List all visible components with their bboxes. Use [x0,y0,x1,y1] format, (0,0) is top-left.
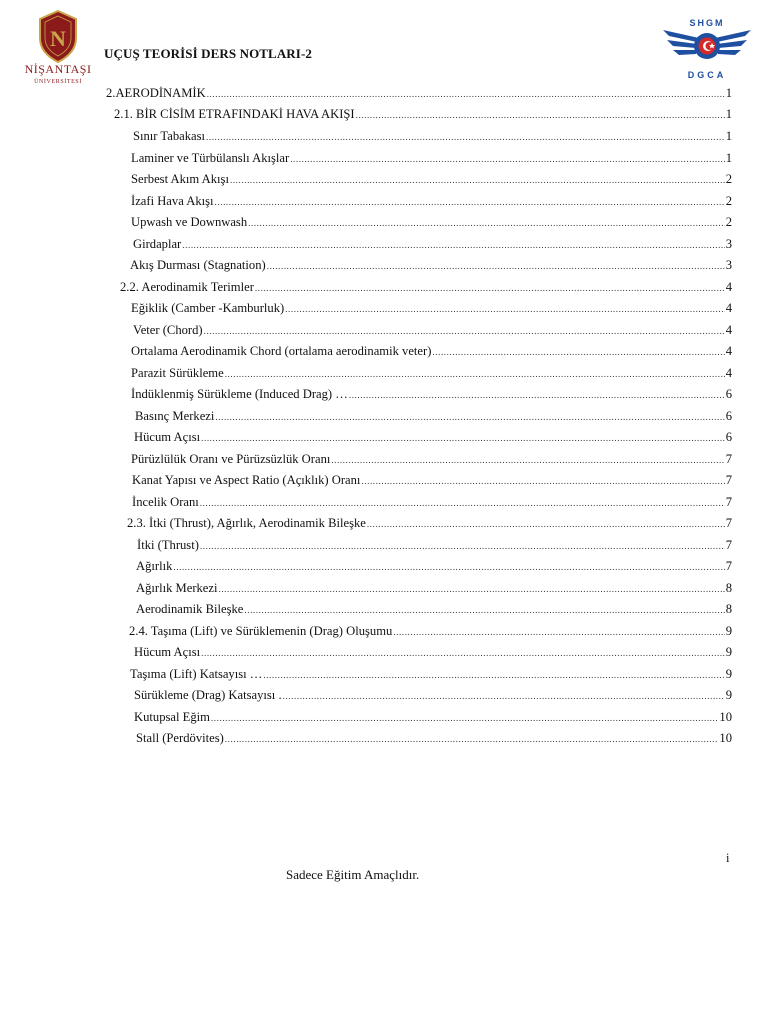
toc-dot-leader [204,326,725,336]
toc-entry[interactable] [134,688,732,704]
toc-entry[interactable] [134,645,732,661]
toc-dot-leader [349,390,725,400]
toc-entry-page: 3 [725,258,732,272]
toc-entry-page: 9 [725,667,732,681]
toc-entry[interactable] [127,516,732,532]
footer-note: Sadece Eğitim Amaçlıdır. [286,867,420,882]
toc-entry-label: Parazit Sürükleme [131,366,224,380]
toc-entry-page: 2 [725,172,732,186]
toc-entry-label: İndüklenmiş Sürükleme (Induced Drag) … [131,387,348,401]
toc-entry-label: İtki (Thrust) [137,538,199,552]
toc-entry-page: 1 [725,107,732,121]
toc-entry[interactable] [134,710,732,726]
svg-text:DGCA: DGCA [687,70,727,80]
toc-entry-page: 1 [725,129,732,143]
toc-entry-page: 9 [725,624,732,638]
toc-entry-page: 8 [725,581,732,595]
toc-entry[interactable] [106,86,732,102]
toc-entry-page: 1 [725,86,732,100]
toc-entry[interactable] [131,452,732,468]
toc-entry[interactable] [135,409,732,425]
toc-entry-label: 2.2. Aerodinamik Terimler [120,280,254,294]
toc-entry-label: Girdaplar [133,237,182,251]
nisantasi-university-logo [18,8,98,88]
toc-entry-label: İzafi Hava Akışı [131,194,214,208]
toc-entry[interactable] [130,667,732,683]
toc-dot-leader [230,175,725,185]
toc-dot-leader [331,455,724,465]
toc-entry-page: 7 [725,495,732,509]
toc-entry-page: 7 [725,559,732,573]
toc-entry-page: 4 [725,301,732,315]
toc-entry[interactable] [131,172,732,188]
toc-dot-leader [367,519,725,529]
toc-dot-leader [248,218,725,228]
toc-dot-leader [201,648,725,658]
document-title: UÇUŞ TEORİSİ DERS NOTLARI-2 [104,46,312,61]
toc-entry[interactable] [136,581,732,597]
toc-entry[interactable] [114,107,732,123]
toc-entry-label: Ortalama Aerodinamik Chord (ortalama aerodinamik veter) [131,344,432,358]
toc-entry-label: Sınır Tabakası [133,129,205,143]
toc-entry-label: Sürükleme (Drag) Katsayısı . [134,688,282,702]
toc-entry[interactable] [136,731,732,747]
toc-entry-page: 4 [725,323,732,337]
toc-dot-leader [173,562,724,572]
toc-dot-leader [432,347,724,357]
toc-dot-leader [361,476,724,486]
svg-text:ÜNİVERSİTESİ: ÜNİVERSİTESİ [34,79,82,85]
toc-entry[interactable] [136,559,732,575]
toc-dot-leader [215,197,725,207]
svg-text:SHGM: SHGM [689,18,725,28]
toc-entry[interactable] [120,280,732,296]
toc-entry-page: 6 [725,430,732,444]
toc-entry[interactable] [132,473,732,489]
toc-dot-leader [182,240,724,250]
toc-entry-page: 2 [725,215,732,229]
toc-dot-leader [255,283,725,293]
toc-entry-page: 4 [725,344,732,358]
toc-entry-label: Upwash ve Downwash [131,215,248,229]
toc-entry[interactable] [131,194,732,210]
toc-dot-leader [267,261,725,271]
toc-entry-label: Basınç Merkezi [135,409,215,423]
page-number: i [726,851,730,865]
toc-entry-page: 6 [725,409,732,423]
toc-dot-leader [225,734,719,744]
toc-entry-label: Hücum Açısı [134,645,201,659]
toc-entry[interactable] [130,258,732,274]
toc-entry-label: Pürüzlülük Oranı ve Pürüzsüzlük Oranı [131,452,331,466]
toc-entry-label: 2.AERODİNAMİK [106,86,206,100]
toc-entry-page: 4 [725,280,732,294]
toc-entry-label: Serbest Akım Akışı [131,172,229,186]
toc-dot-leader [215,412,724,422]
toc-entry[interactable] [133,323,732,339]
toc-entry-page: 7 [725,452,732,466]
toc-entry[interactable] [131,344,732,360]
toc-dot-leader [393,627,724,637]
toc-entry-page: 3 [725,237,732,251]
toc-entry-page: 9 [725,688,732,702]
toc-dot-leader [285,304,725,314]
toc-entry[interactable] [131,387,732,403]
toc-dot-leader [201,433,725,443]
toc-entry-label: Laminer ve Türbülanslı Akışlar [131,151,290,165]
toc-entry-page: 6 [725,387,732,401]
shgm-dgca-logo [659,8,755,84]
toc-entry-page: 7 [725,473,732,487]
toc-entry[interactable] [134,430,732,446]
toc-entry-label: Kanat Yapısı ve Aspect Ratio (Açıklık) Oranı [132,473,361,487]
toc-entry-label: Ağırlık Merkezi [136,581,218,595]
toc-entry-label: Taşıma (Lift) Katsayısı … [130,667,263,681]
toc-entry[interactable] [131,301,732,317]
toc-entry[interactable] [129,624,732,640]
svg-text:NİŞANTAŞI: NİŞANTAŞI [24,62,92,76]
toc-entry-label: 2.3. İtki (Thrust), Ağırlık, Aerodinamik Bileşke [127,516,366,530]
toc-entry-label: Eğiklik (Camber -Kamburluk) [131,301,285,315]
toc-entry[interactable] [133,237,732,253]
toc-entry-page: 2 [725,194,732,208]
toc-entry-label: Ağırlık [136,559,173,573]
toc-entry-label: Stall (Perdövites) [136,731,224,745]
toc-entry-label: Kutupsal Eğim [134,710,210,724]
toc-entry-label: 2.4. Taşıma (Lift) ve Sürüklemenin (Drag) Oluşumu [129,624,393,638]
toc-entry[interactable] [131,215,732,231]
toc-dot-leader [290,154,725,164]
toc-entry-label: Akış Durması (Stagnation) [130,258,266,272]
toc-dot-leader [200,541,725,551]
toc-entry-page: 8 [725,602,732,616]
toc-dot-leader [218,584,724,594]
toc-entry-page: 10 [719,710,732,724]
toc-dot-leader [244,605,724,615]
toc-entry-page: 9 [725,645,732,659]
toc-dot-leader [207,89,725,99]
university-shield-icon [18,8,98,88]
toc-dot-leader [211,713,718,723]
toc-dot-leader [206,132,725,142]
toc-entry[interactable] [133,129,732,145]
toc-dot-leader [356,110,725,120]
toc-entry-label: Hücum Açısı [134,430,201,444]
logo-monogram: N [50,26,66,51]
toc-dot-leader [225,369,725,379]
toc-entry-page: 7 [725,538,732,552]
toc-entry[interactable] [131,151,732,167]
toc-entry-page: 4 [725,366,732,380]
toc-entry-label: 2.1. BİR CİSİM ETRAFINDAKİ HAVA AKIŞI [114,107,355,121]
toc-entry-label: Veter (Chord) [133,323,203,337]
toc-entry-label: İncelik Oranı [132,495,199,509]
toc-dot-leader [263,670,724,680]
toc-entry[interactable] [136,602,732,618]
toc-dot-leader [200,498,725,508]
toc-entry-page: 10 [719,731,732,745]
toc-dot-leader [283,691,725,701]
shgm-wings-icon [659,8,755,84]
toc-entry[interactable] [131,366,732,382]
toc-entry-label: Aerodinamik Bileşke [136,602,244,616]
toc-entry-page: 7 [725,516,732,530]
toc-entry[interactable] [132,495,732,511]
toc-entry[interactable] [137,538,732,554]
toc-entry-page: 1 [725,151,732,165]
